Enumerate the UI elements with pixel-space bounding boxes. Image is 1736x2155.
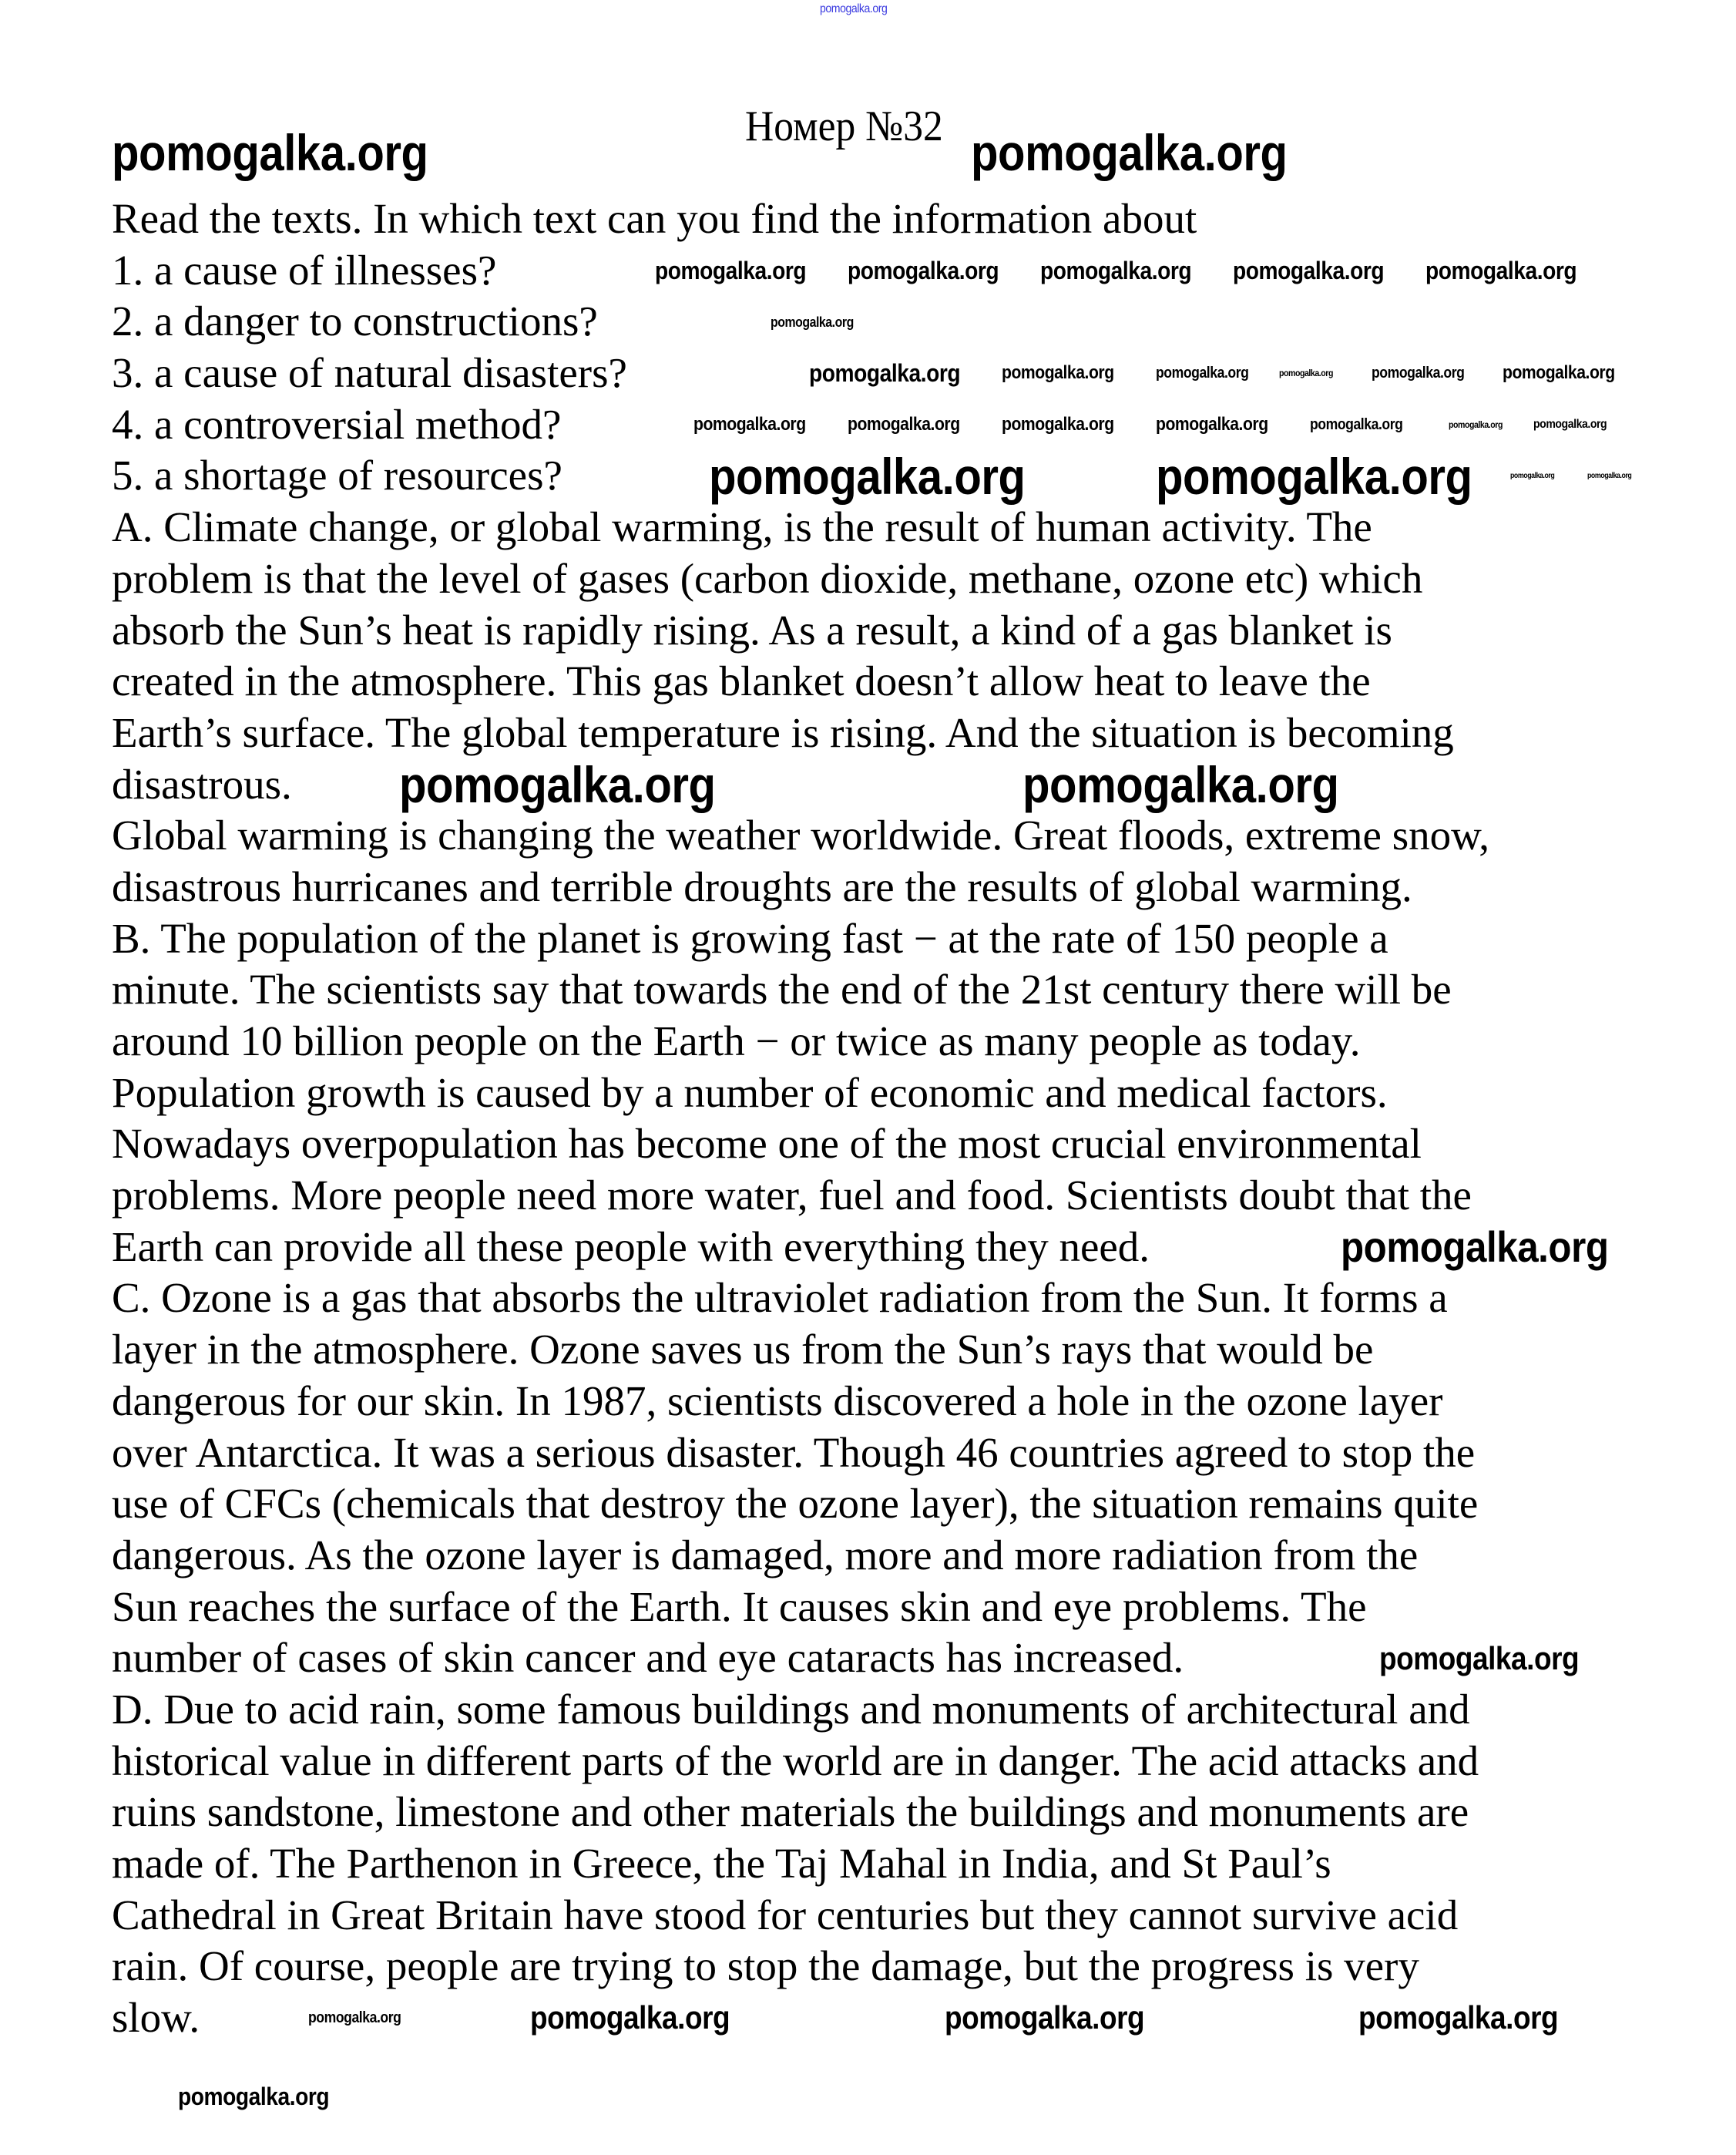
- text-line: use of CFCs (chemicals that destroy the ozone layer), the situation remains quite: [112, 1480, 1479, 1528]
- watermark: pomogalka.org: [1425, 257, 1577, 284]
- text-line: dangerous. As the ozone layer is damaged, more and more radiation from the: [112, 1531, 1419, 1578]
- text-line: layer in the atmosphere. Ozone saves us from the Sun’s rays that would be: [112, 1326, 1374, 1373]
- watermark: pomogalka.org: [399, 756, 716, 813]
- watermark: pomogalka.org: [112, 124, 428, 181]
- watermark: pomogalka.org: [971, 124, 1288, 181]
- watermark: pomogalka.org: [1040, 257, 1192, 284]
- text-line: over Antarctica. It was a serious disaster. Though 46 countries agreed to stop the: [112, 1428, 1476, 1476]
- watermark: pomogalka.org: [308, 2009, 401, 2026]
- watermark: pomogalka.org: [1310, 416, 1403, 433]
- watermark: pomogalka.org: [530, 1999, 730, 2036]
- text-line: created in the atmosphere. This gas blanket doesn’t allow heat to leave the: [112, 657, 1371, 705]
- text-line: Read the texts. In which text can you find the information about: [112, 195, 1197, 242]
- watermark: pomogalka.org: [1002, 362, 1114, 383]
- text-line: D. Due to acid rain, some famous buildings and monuments of architectural and: [112, 1685, 1470, 1733]
- watermark: pomogalka.org: [1002, 414, 1114, 435]
- text-line: slow.: [112, 1994, 200, 2042]
- text-line: 5. a shortage of resources?: [112, 452, 562, 499]
- watermark: pomogalka.org: [1156, 414, 1268, 435]
- text-line: A. Climate change, or global warming, is the result of human activity. The: [112, 503, 1372, 551]
- text-line: Global warming is changing the weather worldwide. Great floods, extreme snow,: [112, 812, 1490, 859]
- watermark: pomogalka.org: [178, 2083, 330, 2110]
- text-line: 2. a danger to constructions?: [112, 298, 598, 345]
- watermark: pomogalka.org: [709, 448, 1026, 505]
- watermark: pomogalka.org: [693, 414, 806, 435]
- watermark: pomogalka.org: [1279, 368, 1333, 378]
- watermark: pomogalka.org: [809, 359, 961, 387]
- watermark: pomogalka.org: [1503, 362, 1615, 383]
- text-line: Population growth is caused by a number of economic and medical factors.: [112, 1068, 1388, 1116]
- watermark: pomogalka.org: [655, 257, 807, 284]
- watermark: pomogalka.org: [1358, 1999, 1559, 2036]
- text-line: number of cases of skin cancer and eye cataracts has increased.: [112, 1634, 1184, 1682]
- text-line: disastrous hurricanes and terrible droughts are the results of global warming.: [112, 862, 1412, 910]
- text-line: made of. The Parthenon in Greece, the Taj Mahal in India, and St Paul’s: [112, 1840, 1331, 1887]
- watermark: pomogalka.org: [1379, 1640, 1580, 1676]
- watermark: pomogalka.org: [1372, 365, 1465, 382]
- text-line: 4. a controversial method?: [112, 400, 562, 448]
- text-line: Cathedral in Great Britain have stood for centuries but they cannot survive acid: [112, 1891, 1459, 1938]
- watermark: pomogalka.org: [1587, 472, 1632, 480]
- text-line: ruins sandstone, limestone and other materials the buildings and monuments are: [112, 1788, 1469, 1836]
- text-line: around 10 billion people on the Earth − or twice as many people as today.: [112, 1017, 1361, 1064]
- text-line: Earth’s surface. The global temperature is rising. And the situation is becoming: [112, 708, 1454, 756]
- watermark: pomogalka.org: [945, 1999, 1145, 2036]
- text-line: disastrous.: [112, 760, 292, 808]
- watermark: pomogalka.org: [820, 2, 888, 15]
- text-line: historical value in different parts of the world are in danger. The acid attacks and: [112, 1736, 1479, 1784]
- text-line: absorb the Sun’s heat is rapidly rising. As a result, a kind of a gas blanket is: [112, 606, 1392, 654]
- watermark: pomogalka.org: [1533, 418, 1607, 431]
- text-line: B. The population of the planet is growing fast − at the rate of 150 people a: [112, 914, 1388, 962]
- watermark: pomogalka.org: [1022, 756, 1339, 813]
- text-line: problem is that the level of gases (carbon dioxide, methane, ozone etc) which: [112, 554, 1423, 602]
- text-line: Nowadays overpopulation has become one of the most crucial environmental: [112, 1120, 1422, 1168]
- watermark: pomogalka.org: [848, 257, 999, 284]
- text-line: C. Ozone is a gas that absorbs the ultraviolet radiation from the Sun. It forms a: [112, 1274, 1448, 1322]
- watermark: pomogalka.org: [1341, 1222, 1609, 1271]
- watermark: pomogalka.org: [1510, 472, 1555, 480]
- text-line: Sun reaches the surface of the Earth. It causes skin and eye problems. The: [112, 1582, 1367, 1630]
- watermark: pomogalka.org: [1449, 419, 1503, 430]
- text-line: 1. a cause of illnesses?: [112, 246, 497, 294]
- watermark: pomogalka.org: [1233, 257, 1385, 284]
- watermark: pomogalka.org: [1156, 365, 1249, 382]
- text-line: problems. More people need more water, fuel and food. Scientists doubt that the: [112, 1172, 1472, 1219]
- text-line: 3. a cause of natural disasters?: [112, 349, 627, 397]
- text-line: dangerous for our skin. In 1987, scientists discovered a hole in the ozone layer: [112, 1377, 1443, 1424]
- watermark: pomogalka.org: [771, 314, 854, 330]
- watermark: pomogalka.org: [1156, 448, 1472, 505]
- text-line: minute. The scientists say that towards the end of the 21st century there will be: [112, 966, 1452, 1014]
- page-title: Номер №32: [745, 103, 943, 150]
- text-line: rain. Of course, people are trying to stop the damage, but the progress is very: [112, 1942, 1419, 1990]
- watermark: pomogalka.org: [848, 414, 960, 435]
- text-line: Earth can provide all these people with everything they need.: [112, 1222, 1150, 1270]
